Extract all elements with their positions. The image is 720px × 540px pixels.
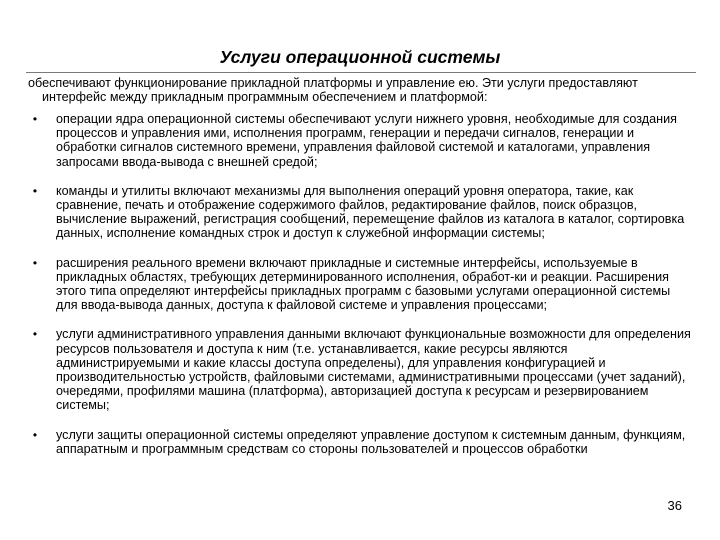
bullet-text: операции ядра операционной системы обеспечивают услуги нижнего уровня, необходимые для создания процессов и управления ими, исполнения программ, генерации и передачи сигналов, генерации и обработки сигналов системного времени, управления файловой системой и каталогами, управления запросами ввода-вывода с внешней средой;	[56, 112, 677, 169]
bullet-text: услуги защиты операционной системы определяют управление доступом к системным данным, функциям, аппаратным и программным средствам со стороны пользователей и процессов обработки	[56, 427, 686, 456]
bullet-icon: •	[32, 183, 38, 198]
bullet-text: расширения реального времени включают прикладные и системные интерфейсы, используемые в прикладных областях, требующих детерминированного исполнения, обработ-ки и реакции. Расширения этого типа определяют интерфейсы прикладных программ с базовыми услугами операционной системы для ввода-вывода данных, доступа к файловой системе и управления процессами;	[56, 255, 671, 313]
bullet-list	[28, 112, 694, 471]
bullet-icon: •	[32, 255, 38, 270]
page-number: 36	[667, 498, 682, 513]
bullet-text: команды и утилиты включают механизмы для выполнения операций уровня оператора, такие, как сравнение, печать и отображение содержимого файлов, редактирование файлов, поиск образцов, вычисление выражений, регистрация сообщений, перемещение файлов из каталога в каталог, сортировка данных, исполнение командных строк и доступ к служебной информации системы;	[56, 183, 685, 241]
bullet-item-realtime	[28, 256, 694, 313]
bullet-item-admin	[28, 327, 694, 412]
bullet-text: услуги административного управления данными включают функциональные возможности для определения ресурсов пользователя и доступа к ним (т.е. устанавливается, какие ресурсы являются администрируемыми и какие классы доступа определены), для управления конфигурацией и производительностью устройств, файловыми системами, административными процессами (учет заданий), очередями, профилями машина (платформа), авторизацией доступа к ресурсам и резервированием системы;	[56, 327, 691, 413]
bullet-item-security	[28, 428, 694, 456]
intro-paragraph: обеспечивают функционирование прикладной платформы и управление ею. Эти услуги предоставляют интерфейс между прикладным программным обеспечением и платформой:	[28, 76, 638, 104]
bullet-icon: •	[32, 427, 38, 442]
bullet-item-kernel	[28, 112, 694, 169]
title-divider	[26, 72, 696, 73]
bullet-icon: •	[32, 327, 38, 342]
bullet-icon: •	[32, 112, 38, 126]
bullet-item-commands	[28, 184, 694, 241]
slide-title: Услуги операционной системы	[219, 47, 501, 67]
